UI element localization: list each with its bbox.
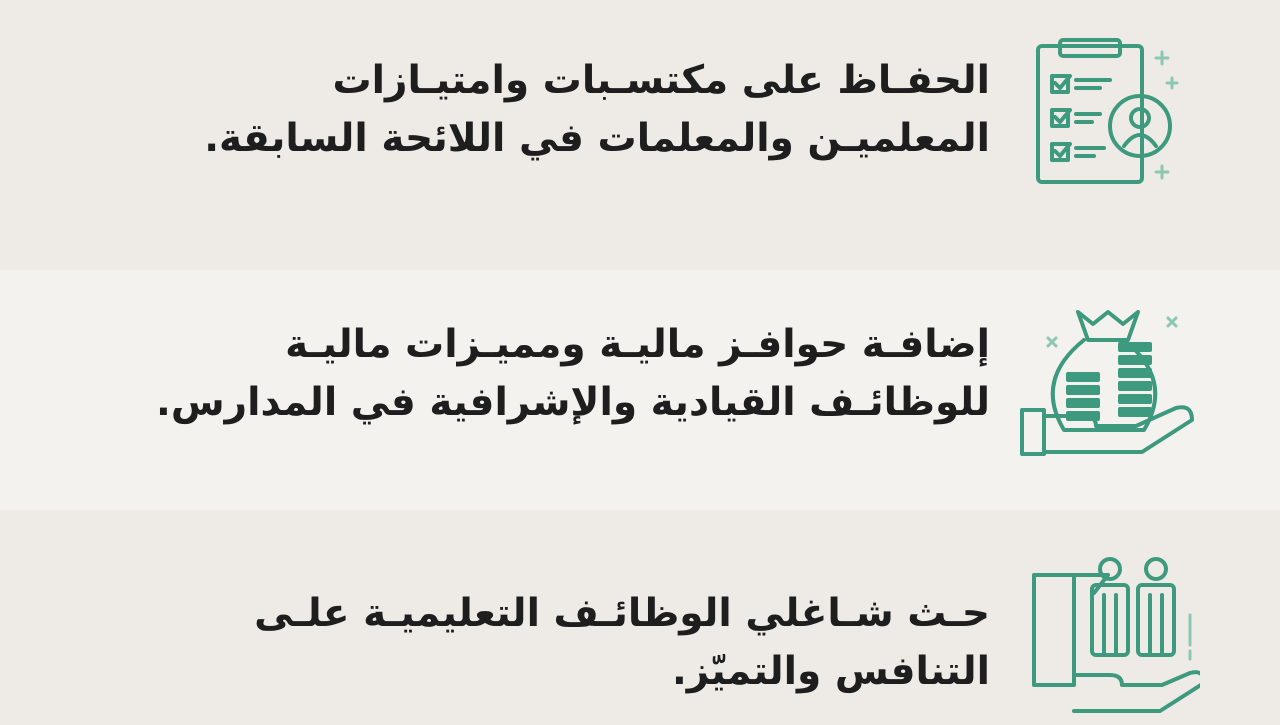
- clipboard-person-icon: [1030, 38, 1180, 186]
- feature-text-1: الحفـاظ على مكتسـبات وامتيـازات المعلميـن والمعلمات في اللائحة السابقة.: [204, 58, 990, 161]
- feature-text-2: إضافـة حوافـز ماليـة ومميـزات ماليـة للوظائـف القيادية والإشرافية في المدارس.: [156, 322, 990, 425]
- feature-text-3: حـث شـاغلي الوظائـف التعليميـة علـى التنافس والتميّز.: [254, 591, 990, 694]
- money-bag-hand-icon: [1018, 290, 1198, 470]
- people-hand-icon: [1030, 555, 1200, 725]
- feature-row-1: [0, 0, 1280, 270]
- feature-row-3: [0, 510, 1280, 720]
